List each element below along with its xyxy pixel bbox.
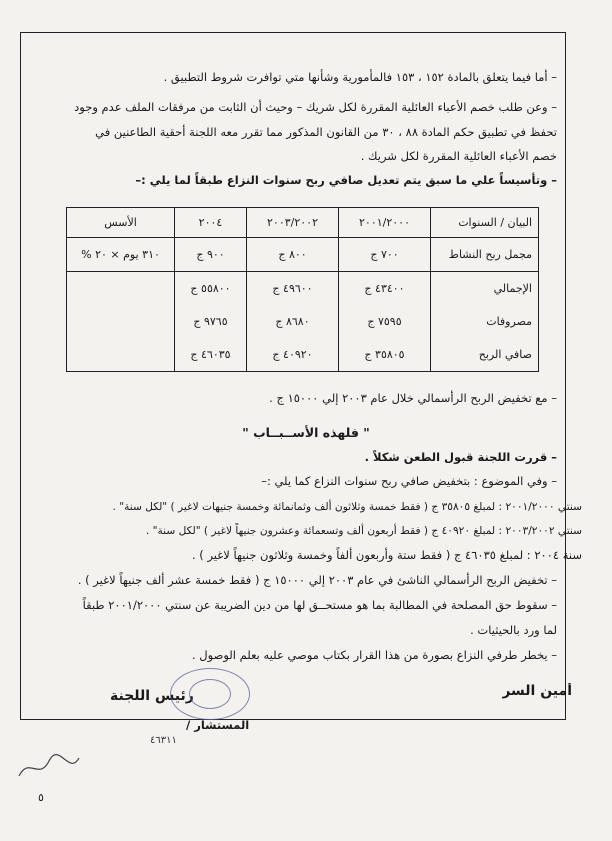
decision-line-1: – قررت اللجنة قبول الطعن شكلاً . bbox=[364, 450, 557, 464]
text-line-4: خصم الأعباء العائلية المقررة لكل شريك . bbox=[360, 149, 557, 163]
table-header: الأسس bbox=[67, 208, 175, 238]
decision-line-6: – تخفيض الربح الرأسمالي الناشئ في عام ٢٠٠٣ إلي ١٥٠٠٠ ج ( فقط خمسة عشر ألف جنيهاً لاغير ) . bbox=[77, 573, 557, 587]
table-header: ٢٠٠١/٢٠٠٠ bbox=[339, 208, 431, 238]
text-line-1: – أما فيما يتعلق بالمادة ١٥٢ ، ١٥٣ فالمأمورية وشأنها متي توافرت شروط التطبيق . bbox=[163, 70, 557, 84]
decision-line-5: سنة ٢٠٠٤ : لمبلغ ٤٦٠٣٥ ج ( فقط ستة وأربعون ألفاً وخمسة وثلاثون جنيهاً لاغير ) . bbox=[191, 548, 582, 562]
reasons-title: " فلهذه الأســبــاب " bbox=[242, 425, 370, 440]
text-line-5: – وتأسيساً علي ما سبق يتم تعديل صافي ربح سنوات النزاع طبقاً لما يلي :– bbox=[135, 173, 557, 187]
table-cell: الإجمالي bbox=[493, 282, 532, 295]
profit-table bbox=[66, 207, 539, 372]
chairman-title: رئيس اللجنة bbox=[110, 688, 194, 704]
table-cell: ٤٩٦٠٠ ج bbox=[272, 282, 313, 295]
table-cell: ٣٥٨٠٥ ج bbox=[364, 348, 405, 361]
table-cell: ٨٠٠ ج bbox=[247, 238, 339, 272]
table-header: البيان / السنوات bbox=[431, 208, 539, 238]
table-cell: ٤٠٩٢٠ ج bbox=[272, 348, 313, 361]
table-header-row bbox=[67, 208, 539, 238]
table-cell: ٤٦٠٣٥ ج bbox=[190, 348, 231, 361]
table-cell: مصروفات bbox=[486, 315, 532, 328]
text-line-3: تحفظ في تطبيق حكم المادة ٨٨ ، ٣٠ من القانون المذكور مما تقرر معه اللجنة أحقية الطاعنين في bbox=[95, 125, 557, 139]
table-header: ٢٠٠٤ bbox=[175, 208, 247, 238]
decision-line-3: سنتي ٢٠٠١/٢٠٠٠ : لمبلغ ٣٥٨٠٥ ج ( فقط خمسة وثلاثون ألف وثمانمائة وخمسة جنيهات لاغير ) "لكل سنة" . bbox=[112, 501, 582, 513]
decision-line-9: – يخطر طرفي النزاع بصورة من هذا القرار بكتاب موصي عليه بعلم الوصول . bbox=[191, 648, 557, 662]
after-table-line: – مع تخفيض الربح الرأسمالي خلال عام ٢٠٠٣ إلي ١٥٠٠٠ ج . bbox=[269, 391, 557, 405]
table-row bbox=[67, 272, 539, 372]
handwritten-number: ٤٦٣١١ bbox=[150, 735, 177, 746]
decision-line-2: – وفي الموضوع : بتخفيض صافي ربح سنوات النزاع كما يلي :– bbox=[261, 474, 557, 488]
table-row bbox=[67, 238, 539, 272]
official-stamp bbox=[170, 668, 250, 720]
signature-icon bbox=[14, 746, 84, 786]
table-cell: صافي الربح bbox=[478, 348, 532, 361]
table-cell: مجمل ربح النشاط bbox=[431, 238, 539, 272]
table-header: ٢٠٠٣/٢٠٠٢ bbox=[247, 208, 339, 238]
table-cell: ٩٠٠ ج bbox=[175, 238, 247, 272]
secretary-title: أمين السر bbox=[502, 683, 572, 699]
counselor-title: المستشار / bbox=[186, 718, 250, 732]
table-cell: ٩٧٦٥ ج bbox=[193, 315, 228, 328]
decision-line-8: لما ورد بالحيثيات . bbox=[470, 623, 557, 637]
table-cell: ٨٦٨٠ ج bbox=[275, 315, 310, 328]
text-line-2: – وعن طلب خصم الأعباء العائلية المقررة لكل شريك – وحيث أن الثابت من مرفقات الملف عدم وجود bbox=[74, 100, 557, 114]
table-cell-empty bbox=[67, 272, 175, 372]
decision-line-7: – سقوط حق المصلحة في المطالبة بما هو مستحــق لها من دين الضريبة عن سنتي ٢٠٠١/٢٠٠٠ طبقاً bbox=[82, 598, 557, 612]
table-cell: ٧٥٩٥ ج bbox=[367, 315, 402, 328]
page-number: ٥ bbox=[38, 791, 44, 804]
decision-line-4: سنتي ٢٠٠٣/٢٠٠٢ : لمبلغ ٤٠٩٢٠ ج ( فقط أربعون ألف وتسعمائة وعشرون جنيهاً لاغير ) "لكل سنة" . bbox=[145, 525, 582, 537]
table-cell: ٧٠٠ ج bbox=[339, 238, 431, 272]
table-cell: ٣١٠ يوم × ٢٠ % bbox=[67, 238, 175, 272]
table-cell: ٥٥٨٠٠ ج bbox=[190, 282, 231, 295]
table-cell: ٤٣٤٠٠ ج bbox=[364, 282, 405, 295]
